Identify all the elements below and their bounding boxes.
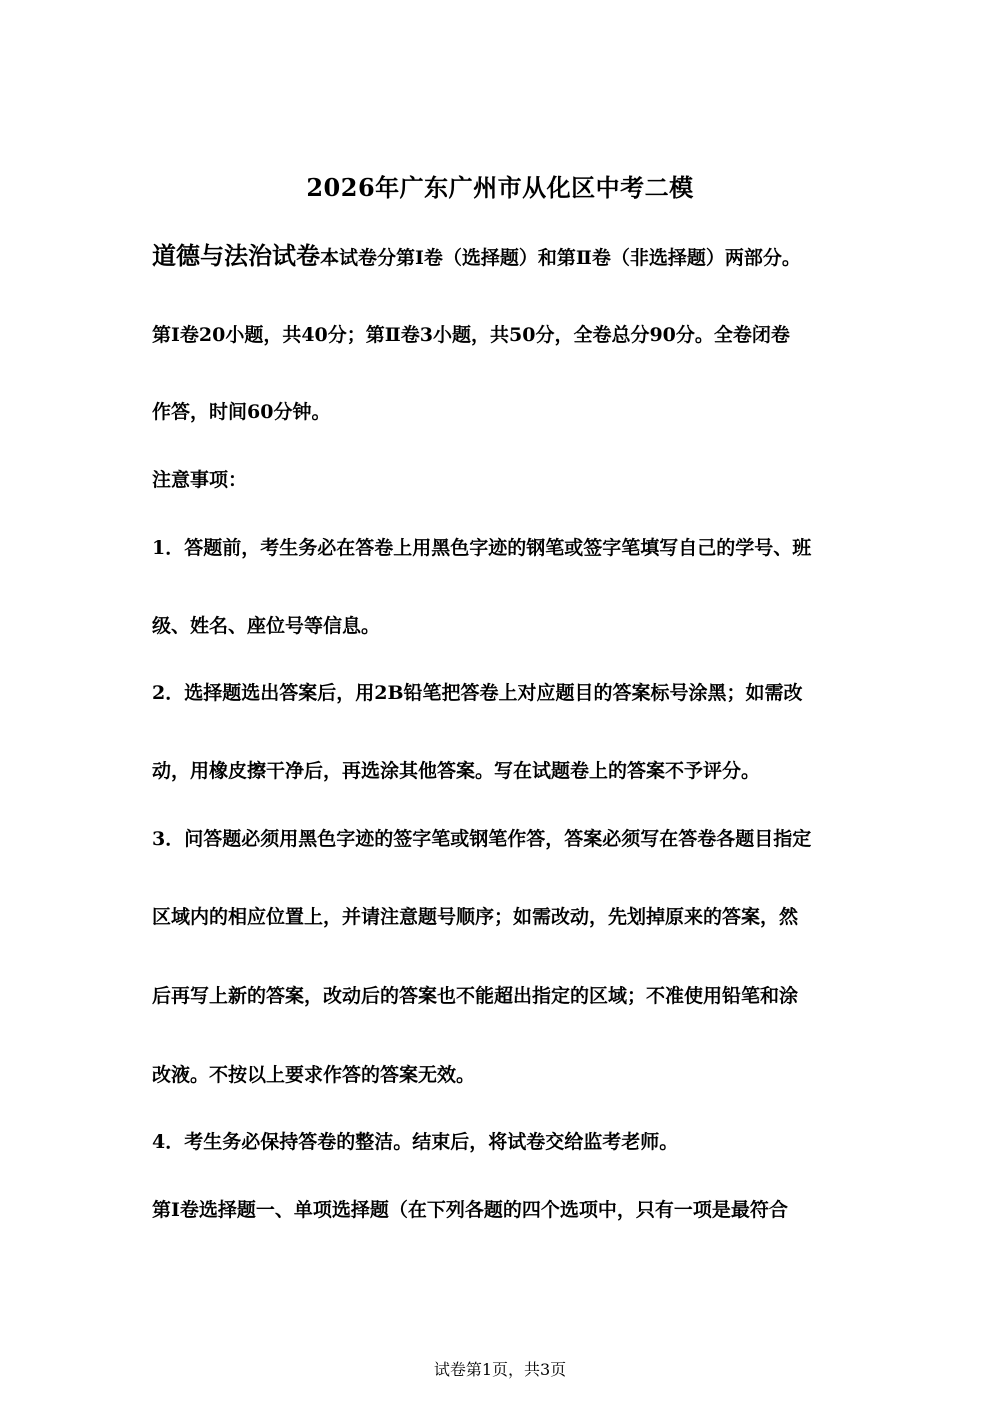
intro-line-2: 第Ⅰ卷20小题，共40分；第Ⅱ卷3小题，共50分，全卷总分90分。全卷闭卷	[152, 324, 790, 346]
subject-title: 道德与法治试卷	[152, 241, 320, 270]
intro-line-1	[152, 242, 872, 272]
page-title: 2026年广东广州市从化区中考二模	[306, 173, 694, 202]
section-start: 第Ⅰ卷选择题一、单项选择题（在下列各题的四个选项中，只有一项是最符合	[152, 1199, 788, 1221]
intro-line-1-text: 本试卷分第Ⅰ卷（选择题）和第Ⅱ卷（非选择题）两部分。	[320, 247, 801, 269]
note-item-2-line-2: 动，用橡皮擦干净后，再选涂其他答案。写在试题卷上的答案不予评分。	[152, 760, 761, 782]
note-item-2-line-1: 2．选择题选出答案后，用2B铅笔把答卷上对应题目的答案标号涂黑；如需改	[152, 682, 803, 704]
note-item-3-line-2: 区域内的相应位置上，并请注意题号顺序；如需改动，先划掉原来的答案，然	[152, 906, 799, 928]
note-item-1-line-2: 级、姓名、座位号等信息。	[152, 615, 381, 637]
note-item-1-line-1: 1．答题前，考生务必在答卷上用黑色字迹的钢笔或签字笔填写自己的学号、班	[152, 537, 812, 559]
page-footer: 试卷第1页，共3页	[433, 1360, 567, 1379]
note-item-3-line-1: 3．问答题必须用黑色字迹的签字笔或钢笔作答，答案必须写在答卷各题目指定	[152, 828, 812, 850]
notes-heading: 注意事项：	[152, 469, 248, 491]
note-item-3-line-4: 改液。不按以上要求作答的答案无效。	[152, 1064, 476, 1086]
intro-line-3: 作答，时间60分钟。	[152, 401, 331, 423]
note-item-3-line-3: 后再写上新的答案，改动后的答案也不能超出指定的区域；不准使用铅笔和涂	[152, 985, 799, 1007]
note-item-4: 4．考生务必保持答卷的整洁。结束后，将试卷交给监考老师。	[152, 1131, 679, 1153]
